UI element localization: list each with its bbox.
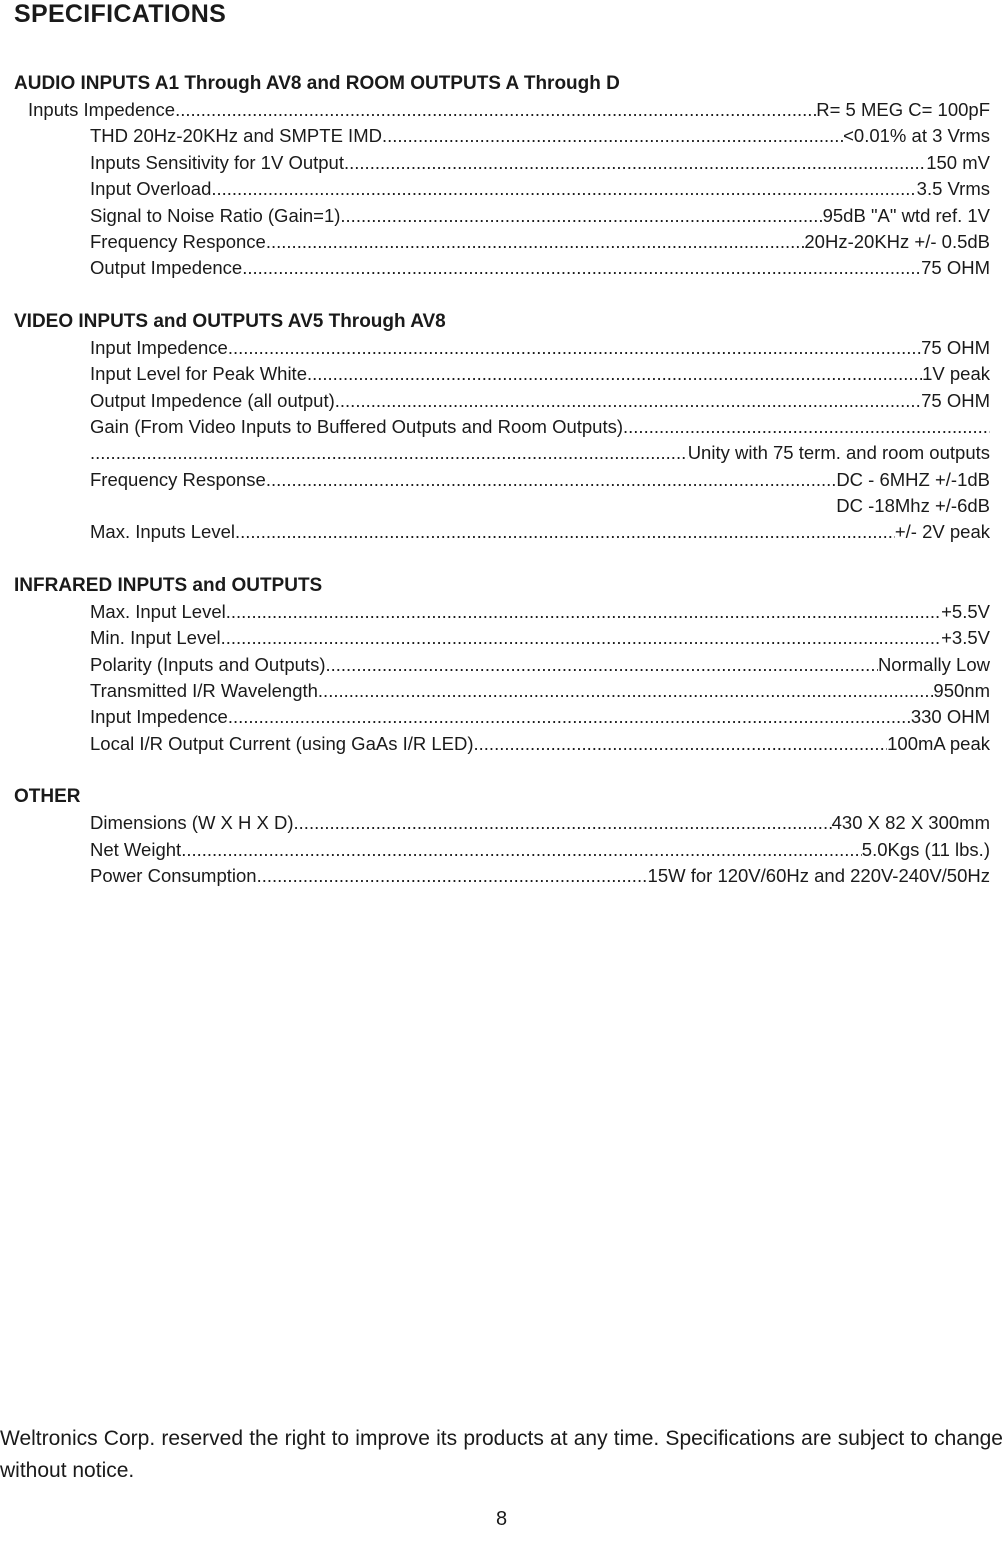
spec-row-continuation xyxy=(14,493,990,519)
spec-row xyxy=(14,335,990,361)
dot-leader xyxy=(181,837,862,863)
dot-leader xyxy=(318,678,934,704)
spec-label: Frequency Response xyxy=(90,468,266,490)
spec-value: R= 5 MEG C= 100pF xyxy=(816,99,990,120)
spec-value: 950nm xyxy=(933,680,990,702)
spec-label: Input Overload xyxy=(90,178,212,200)
spec-label: Transmitted I/R Wavelength xyxy=(90,680,318,702)
spec-value: +5.5V xyxy=(941,600,990,622)
dot-leader xyxy=(307,361,922,387)
spec-row xyxy=(14,97,990,123)
page-number: 8 xyxy=(495,1508,508,1530)
dot-leader xyxy=(257,863,648,889)
spec-value: 3.5 Vrms xyxy=(916,178,990,200)
dot-leader xyxy=(226,599,941,625)
disclaimer-text: Weltronics Corp. reserved the right to improve its products at any time. Specifications are subject to change without notice. xyxy=(0,1427,1003,1482)
dot-leader xyxy=(382,123,843,149)
spec-label: Inputs Impedence xyxy=(28,99,176,120)
spec-label: Min. Input Level xyxy=(90,627,221,649)
section-heading: OTHER xyxy=(14,786,81,808)
spec-label: Frequency Responce xyxy=(90,230,266,252)
spec-value: DC -18Mhz +/-6dB xyxy=(836,495,990,517)
spec-row xyxy=(14,255,990,281)
section-audio xyxy=(14,70,990,282)
section-video xyxy=(14,308,990,546)
spec-value: +/- 2V peak xyxy=(894,521,990,543)
dot-leader xyxy=(175,97,816,123)
dot-leader xyxy=(235,519,895,545)
spec-row xyxy=(14,678,990,704)
spec-value: +3.5V xyxy=(941,627,990,649)
spec-row xyxy=(14,440,990,466)
spec-value: 150 mV xyxy=(926,151,990,173)
spec-row xyxy=(14,810,990,836)
dot-leader xyxy=(340,203,822,229)
dot-leader xyxy=(294,810,832,836)
spec-label: Signal to Noise Ratio (Gain=1) xyxy=(90,204,341,226)
spec-label: Polarity (Inputs and Outputs) xyxy=(90,653,326,675)
spec-row xyxy=(14,150,990,176)
spec-row xyxy=(14,176,990,202)
section-infrared xyxy=(14,572,990,757)
section-heading: AUDIO INPUTS A1 Through AV8 and ROOM OUTPUTS A Through D xyxy=(14,73,620,94)
dot-leader xyxy=(211,176,916,202)
section-heading: VIDEO INPUTS and OUTPUTS AV5 Through AV8 xyxy=(14,310,446,332)
spec-row xyxy=(14,361,990,387)
page-title: SPECIFICATIONS xyxy=(14,0,227,28)
spec-row xyxy=(14,414,990,440)
spec-label: Gain (From Video Inputs to Buffered Outputs and Room Outputs) xyxy=(90,415,624,437)
spec-row xyxy=(14,388,990,414)
dot-leader xyxy=(623,414,990,440)
spec-row xyxy=(14,625,990,651)
dot-leader xyxy=(474,731,888,757)
spec-row xyxy=(14,599,990,625)
spec-row xyxy=(14,704,990,730)
spec-value: 20Hz-20KHz +/- 0.5dB xyxy=(804,230,990,252)
spec-row xyxy=(14,652,990,678)
spec-label: Input Level for Peak White xyxy=(90,363,307,385)
spec-label: Power Consumption xyxy=(90,864,257,886)
spec-label: THD 20Hz-20KHz and SMPTE IMD xyxy=(90,125,382,147)
section-other xyxy=(14,783,990,889)
spec-row xyxy=(14,863,990,889)
spec-value: 75 OHM xyxy=(921,389,990,411)
spec-value: 95dB "A" wtd ref. 1V xyxy=(822,204,990,226)
spec-value: 1V peak xyxy=(922,363,990,385)
spec-row xyxy=(14,467,990,493)
spec-content xyxy=(14,70,990,915)
spec-label: Output Impedence xyxy=(90,257,243,279)
spec-row xyxy=(14,837,990,863)
spec-value: 5.0Kgs (11 lbs.) xyxy=(861,838,990,860)
dot-leader xyxy=(228,704,911,730)
dot-leader xyxy=(266,467,836,493)
spec-row xyxy=(14,229,990,255)
spec-value: 100mA peak xyxy=(887,732,990,754)
section-heading: INFRARED INPUTS and OUTPUTS xyxy=(14,574,323,596)
dot-leader xyxy=(242,255,921,281)
spec-value: <0.01% at 3 Vrms xyxy=(843,125,990,147)
dot-leader xyxy=(344,150,926,176)
spec-row xyxy=(14,123,990,149)
spec-value: Unity with 75 term. and room outputs xyxy=(687,442,990,464)
spec-label: Dimensions (W X H X D) xyxy=(90,812,294,834)
spec-value: 75 OHM xyxy=(921,257,990,279)
dot-leader xyxy=(266,229,805,255)
dot-leader xyxy=(90,440,688,466)
spec-row xyxy=(14,203,990,229)
spec-row xyxy=(14,519,990,545)
spec-label: Local I/R Output Current (using GaAs I/R LED) xyxy=(90,732,474,754)
spec-value: Normally Low xyxy=(877,653,990,675)
spec-label: Input Impedence xyxy=(90,336,228,358)
spec-label: Inputs Sensitivity for 1V Output xyxy=(90,151,344,173)
dot-leader xyxy=(325,652,877,678)
spec-value: 15W for 120V/60Hz and 220V-240V/50Hz xyxy=(647,864,990,886)
dot-leader xyxy=(335,388,921,414)
spec-value: 430 X 82 X 300mm xyxy=(831,812,990,834)
spec-label: Input Impedence xyxy=(90,706,228,728)
spec-label: Output Impedence (all output) xyxy=(90,389,335,411)
spec-value: DC - 6MHZ +/-1dB xyxy=(836,468,990,490)
spec-label: Net Weight xyxy=(90,838,182,860)
dot-leader xyxy=(228,335,921,361)
spec-label: Max. Inputs Level xyxy=(90,521,235,543)
spec-value: 330 OHM xyxy=(910,706,990,728)
spec-label: Max. Input Level xyxy=(90,600,226,622)
spec-value: 75 OHM xyxy=(921,336,990,358)
dot-leader xyxy=(221,625,942,651)
spec-row xyxy=(14,731,990,757)
